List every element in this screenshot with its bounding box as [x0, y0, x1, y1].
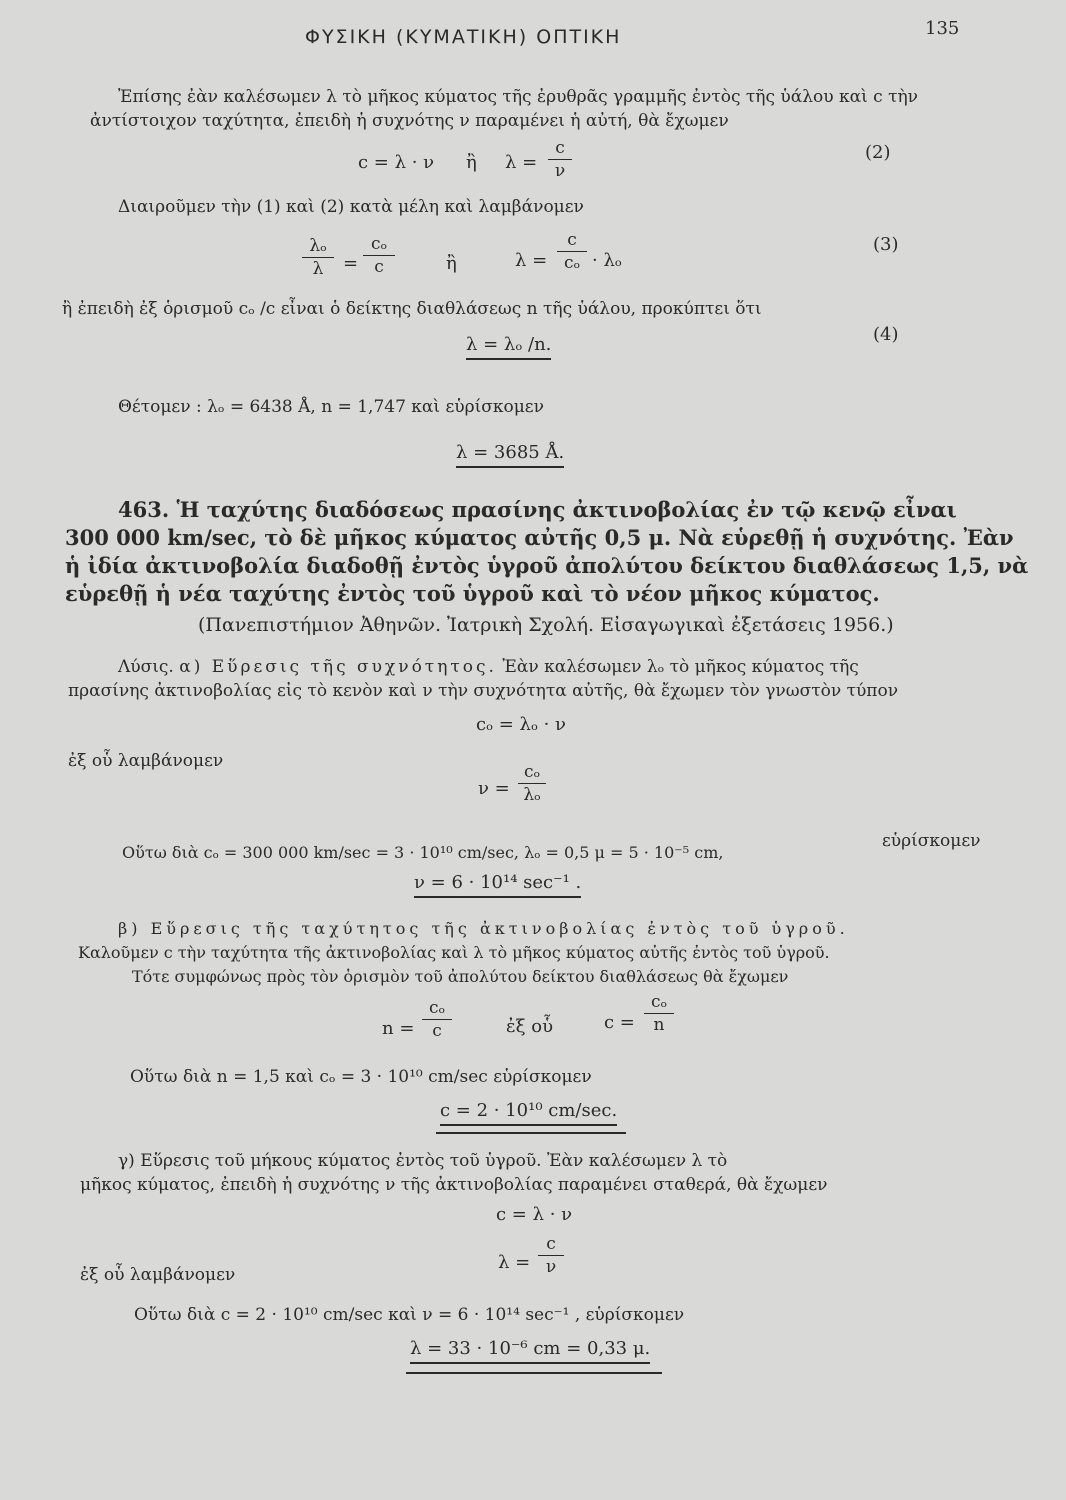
eq3-f1-num: λₒ: [309, 236, 327, 256]
eq4-label: (4): [873, 324, 899, 345]
solution-c-eq1: c = λ · ν: [496, 1204, 573, 1225]
eq3-f2-den: c: [374, 257, 384, 277]
solution-b-heading: β) Εὕρεσις τῆς ταχύτητος τῆς ἀκτινοβολίας ἐντὸς τοῦ ὑγροῦ.: [118, 919, 849, 938]
problem-source: (Πανεπιστήμιον Ἀθηνῶν. Ἰατρικὴ Σχολή. Εἰσαγωγικαὶ ἐξετάσεις 1956.): [198, 614, 894, 636]
solution-c-eq2-den: ν: [545, 1257, 557, 1277]
eq3-f1-den: λ: [312, 259, 324, 279]
solution-c-eq2-lhs: λ =: [498, 1252, 531, 1273]
solution-b-eq-lhs: n =: [382, 1018, 415, 1039]
eq3-f2-num: cₒ: [370, 234, 388, 254]
eq3-or: ἢ: [446, 253, 457, 274]
solution-c-so-line: Οὕτω διὰ c = 2 · 10¹⁰ cm/sec καὶ ν = 6 · 10¹⁴ sec⁻¹ , εὑρίσκομεν: [134, 1305, 685, 1325]
solution-b-double-rule: [436, 1132, 626, 1134]
solution-a-line-2: πρασίνης ἀκτινοβολίας εἰς τὸ κενὸν καὶ ν τὴν συχνότητα αὐτῆς, θὰ ἔχωμεν τὸν γνωστὸν τύπον: [68, 681, 899, 701]
solution-c-heading: γ) Εὕρεσις τοῦ μήκους κύματος ἐντὸς τοῦ ὑγροῦ. Ἐὰν καλέσωμεν λ τὸ: [118, 1151, 728, 1171]
since-line: ἢ ἐπειδὴ ἐξ ὁρισμοῦ cₒ /c εἶναι ὁ δείκτης διαθλάσεως n τῆς ὑάλου, προκύπτει ὅτι: [62, 299, 762, 319]
solution-a-so-tail: εὑρίσκομεν: [882, 831, 981, 851]
solution-a-eq1: cₒ = λₒ · ν: [476, 714, 566, 735]
problem-line-4: εὑρεθῇ ἡ νέα ταχύτης ἐντὸς τοῦ ὑγροῦ καὶ τὸ νέον μῆκος κύματος.: [65, 581, 880, 606]
solution-a-result: ν = 6 · 10¹⁴ sec⁻¹ .: [414, 872, 581, 898]
solution-b-line-2: Καλοῦμεν c τὴν ταχύτητα τῆς ἀκτινοβολίας καὶ λ τὸ μῆκος κύματος αὐτῆς ἐντὸς τοῦ ὑγροῦ.: [78, 943, 830, 962]
solution-b-eq2-den: n: [653, 1015, 665, 1035]
solution-b-eq-fraction: [422, 998, 452, 1041]
solution-a-from: ἐξ οὗ λαμβάνομεν: [68, 751, 224, 771]
problem-line-1: 463. Ἡ ταχύτης διαδόσεως πρασίνης ἀκτινοβολίας ἐν τῷ κενῷ εἶναι: [118, 497, 957, 522]
eq2-denominator: ν: [554, 161, 566, 181]
set-values-line: Θέτομεν : λₒ = 6438 Å, n = 1,747 καὶ εὑρίσκομεν: [118, 397, 544, 417]
solution-a-so-line: Οὕτω διὰ cₒ = 300 000 km/sec = 3 · 10¹⁰ cm/sec, λₒ = 0,5 μ = 5 · 10⁻⁵ cm,: [122, 843, 724, 862]
solution-b-result: c = 2 · 10¹⁰ cm/sec.: [440, 1100, 617, 1126]
result-lambda: λ = 3685 Å.: [456, 442, 564, 468]
eq3-fraction-1: [302, 236, 334, 279]
solution-a-eq2-den: λₒ: [523, 785, 541, 805]
page-number: 135: [925, 18, 960, 39]
solution-a-line-1: [118, 656, 859, 678]
solution-c-result: λ = 33 · 10⁻⁶ cm = 0,33 μ.: [410, 1338, 650, 1364]
solution-b-eq2-num: cₒ: [650, 992, 668, 1012]
solution-b-eq2-fraction: [644, 992, 674, 1035]
eq3-tail: · λₒ: [592, 250, 622, 271]
eq2-left: c = λ · ν: [358, 152, 435, 173]
eq2-label: (2): [865, 142, 891, 163]
solution-c-from: ἐξ οὗ λαμβάνομεν: [80, 1265, 236, 1285]
eq2-or: ἢ: [466, 152, 477, 173]
eq4: λ = λₒ /n.: [466, 334, 551, 360]
solution-c-eq2-fraction: [538, 1234, 564, 1277]
eq2-lhs: λ =: [505, 152, 538, 173]
eq3-f3-num: c: [567, 230, 577, 250]
solution-a-line-1-rest: Ἐὰν καλέσωμεν λₒ τὸ μῆκος κύματος τῆς: [502, 657, 859, 677]
eq3-f3-den: cₒ: [563, 253, 581, 273]
eq3-label: (3): [873, 234, 899, 255]
eq3-eq: =: [343, 253, 359, 274]
problem-line-2: 300 000 km/sec, τὸ δὲ μῆκος κύματος αὐτῆς 0,5 μ. Νὰ εὑρεθῇ ἡ συχνότης. Ἐὰν: [65, 525, 1014, 550]
solution-b-from: ἐξ οὗ: [506, 1016, 554, 1037]
running-header: ΦΥΣΙΚΗ (ΚΥΜΑΤΙΚΗ) ΟΠΤΙΚΗ: [305, 26, 622, 48]
intro-line-2: ἀντίστοιχον ταχύτητα, ἐπειδὴ ἡ συχνότης ν παραμένει ἡ αὐτή, θὰ ἔχωμεν: [90, 111, 729, 131]
solution-a-eq2-fraction: [518, 762, 546, 805]
solution-b-eq-den: c: [432, 1021, 442, 1041]
solution-b-so-line: Οὕτω διὰ n = 1,5 καὶ cₒ = 3 · 10¹⁰ cm/sec εὑρίσκομεν: [130, 1067, 592, 1087]
problem-line-3: ἡ ἰδία ἀκτινοβολία διαδοθῇ ἐντὸς ὑγροῦ ἀπολύτου δείκτου διαθλάσεως 1,5, νὰ: [65, 553, 1029, 578]
solution-c-line-2: μῆκος κύματος, ἐπειδὴ ἡ συχνότης ν τῆς ἀκτινοβολίας παραμένει σταθερά, θὰ ἔχωμεν: [80, 1175, 828, 1195]
solution-c-double-rule: [406, 1372, 662, 1374]
solution-c-eq2-num: c: [546, 1234, 556, 1254]
solution-b-eq-num: cₒ: [428, 998, 446, 1018]
solution-label: Λύσις.: [118, 657, 174, 677]
eq2-fraction: [548, 138, 572, 181]
eq3-fraction-3: [557, 230, 587, 273]
solution-a-eq2-lhs: ν =: [478, 778, 510, 799]
solution-a-eq2-num: cₒ: [523, 762, 541, 782]
eq3-lhs: λ =: [515, 250, 548, 271]
solution-b-line-3: Τότε συμφώνως πρὸς τὸν ὁρισμὸν τοῦ ἀπολύτου δείκτου διαθλάσεως θὰ ἔχωμεν: [132, 967, 789, 986]
eq2-numerator: c: [555, 138, 565, 158]
solution-a-heading: α) Εὕρεσις τῆς συχνότητος.: [179, 657, 497, 677]
solution-b-eq2-lhs: c =: [604, 1012, 635, 1033]
divide-line: Διαιροῦμεν τὴν (1) καὶ (2) κατὰ μέλη καὶ λαμβάνομεν: [118, 197, 584, 217]
intro-line-1: Ἐπίσης ἐὰν καλέσωμεν λ τὸ μῆκος κύματος τῆς ἐρυθρᾶς γραμμῆς ἐντὸς τῆς ὑάλου καὶ c τὴν: [118, 87, 918, 107]
eq3-fraction-2: [363, 234, 395, 277]
